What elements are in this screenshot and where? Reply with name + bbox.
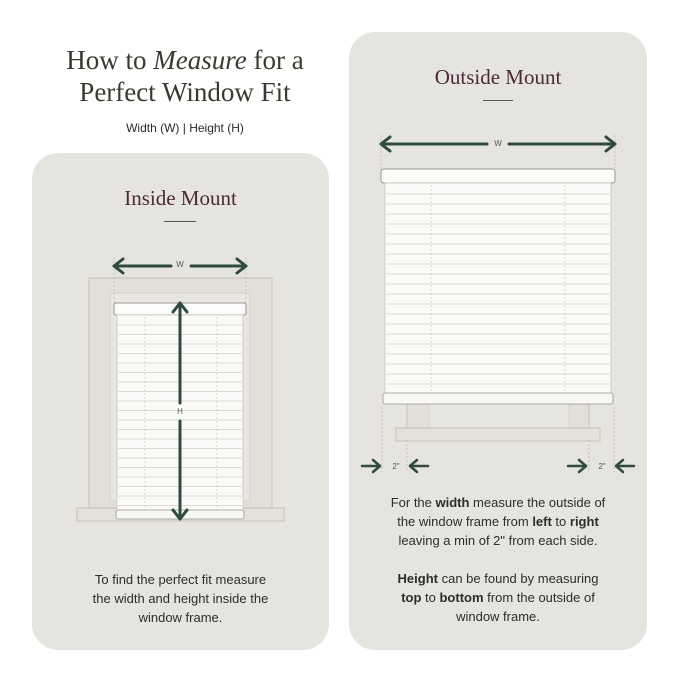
- inside-mount-description: To find the perfect fit measure the width and height inside the window frame.: [92, 572, 269, 625]
- outside-height-description: Height can be found by measuring top to bottom from the outside of window frame.: [397, 571, 599, 624]
- title-text: Perfect Window Fit: [79, 77, 291, 107]
- outside-width-description: For the width measure the outside of the window frame from left to right leaving a min of 2" from each side.: [390, 495, 606, 548]
- title-text: How to: [66, 45, 154, 75]
- inside-mount-title: Inside Mount: [124, 186, 237, 210]
- height-label: H: [177, 407, 183, 416]
- outside-mount-title: Outside Mount: [434, 65, 562, 89]
- subtitle: Width (W) | Height (H): [126, 121, 244, 135]
- title-emphasis: Measure: [153, 45, 247, 75]
- width-label: W: [494, 139, 502, 148]
- page-title: [40, 44, 330, 108]
- width-label: W: [176, 260, 184, 269]
- title-text: for a: [246, 45, 304, 75]
- right-gap-label: 2": [598, 462, 606, 471]
- outside-mount-card: [349, 32, 647, 650]
- outside-mount-illustration: [349, 32, 647, 650]
- inside-mount-card: [32, 153, 329, 650]
- left-gap-label: 2": [392, 462, 400, 471]
